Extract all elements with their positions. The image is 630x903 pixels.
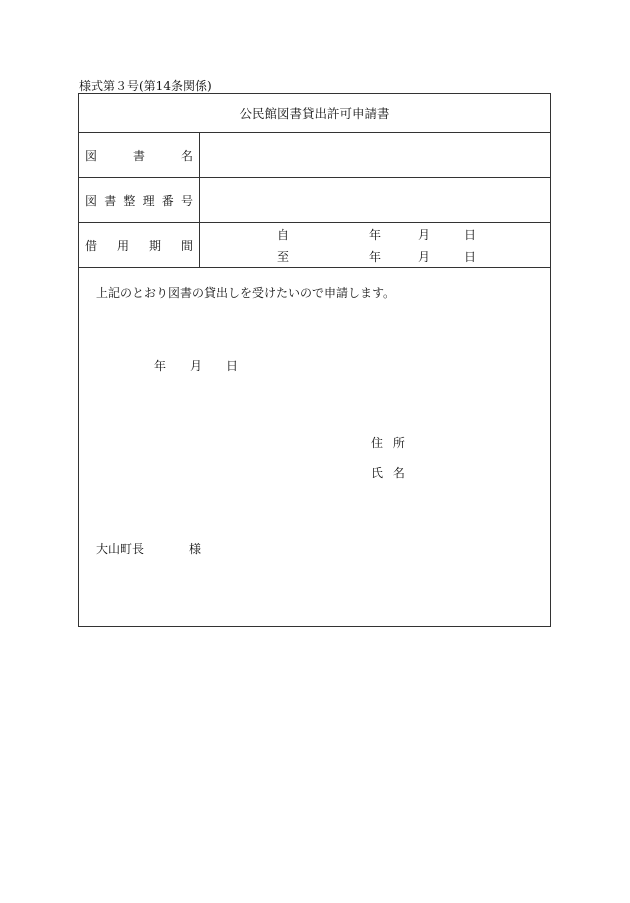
book-number-label: 図 書 整 理 番 号 xyxy=(85,194,193,208)
form-number: 様式第３号(第14条関係) xyxy=(79,79,212,93)
honorific: 様 xyxy=(189,542,202,556)
book-name-label: 図 書 名 xyxy=(85,149,193,163)
date-day: 日 xyxy=(226,359,239,373)
application-form xyxy=(78,93,551,627)
period-to-day: 日 xyxy=(464,250,477,264)
book-number-field[interactable] xyxy=(201,179,548,221)
period-label: 借 用 期 間 xyxy=(85,239,193,253)
application-statement: 上記のとおり図書の貸出しを受けたいので申請します。 xyxy=(96,286,396,300)
addressee: 大山町長 xyxy=(96,542,145,556)
row-divider xyxy=(79,177,550,178)
name-label: 氏 名 xyxy=(371,466,405,480)
date-year: 年 xyxy=(154,359,167,373)
row-divider xyxy=(79,132,550,133)
period-to-year: 年 xyxy=(369,250,382,264)
period-from-month: 月 xyxy=(418,228,431,242)
period-from-day: 日 xyxy=(464,228,477,242)
period-from-year: 年 xyxy=(369,228,382,242)
period-to-label: 至 xyxy=(277,250,290,264)
address-label: 住 所 xyxy=(371,436,405,450)
form-title: 公民館図書貸出許可申請書 xyxy=(239,106,390,121)
period-to-month: 月 xyxy=(418,250,431,264)
date-month: 月 xyxy=(190,359,203,373)
book-name-field[interactable] xyxy=(201,134,548,176)
row-divider xyxy=(79,222,550,223)
row-divider xyxy=(79,267,550,268)
column-divider xyxy=(199,132,200,267)
period-from-label: 自 xyxy=(277,228,290,242)
